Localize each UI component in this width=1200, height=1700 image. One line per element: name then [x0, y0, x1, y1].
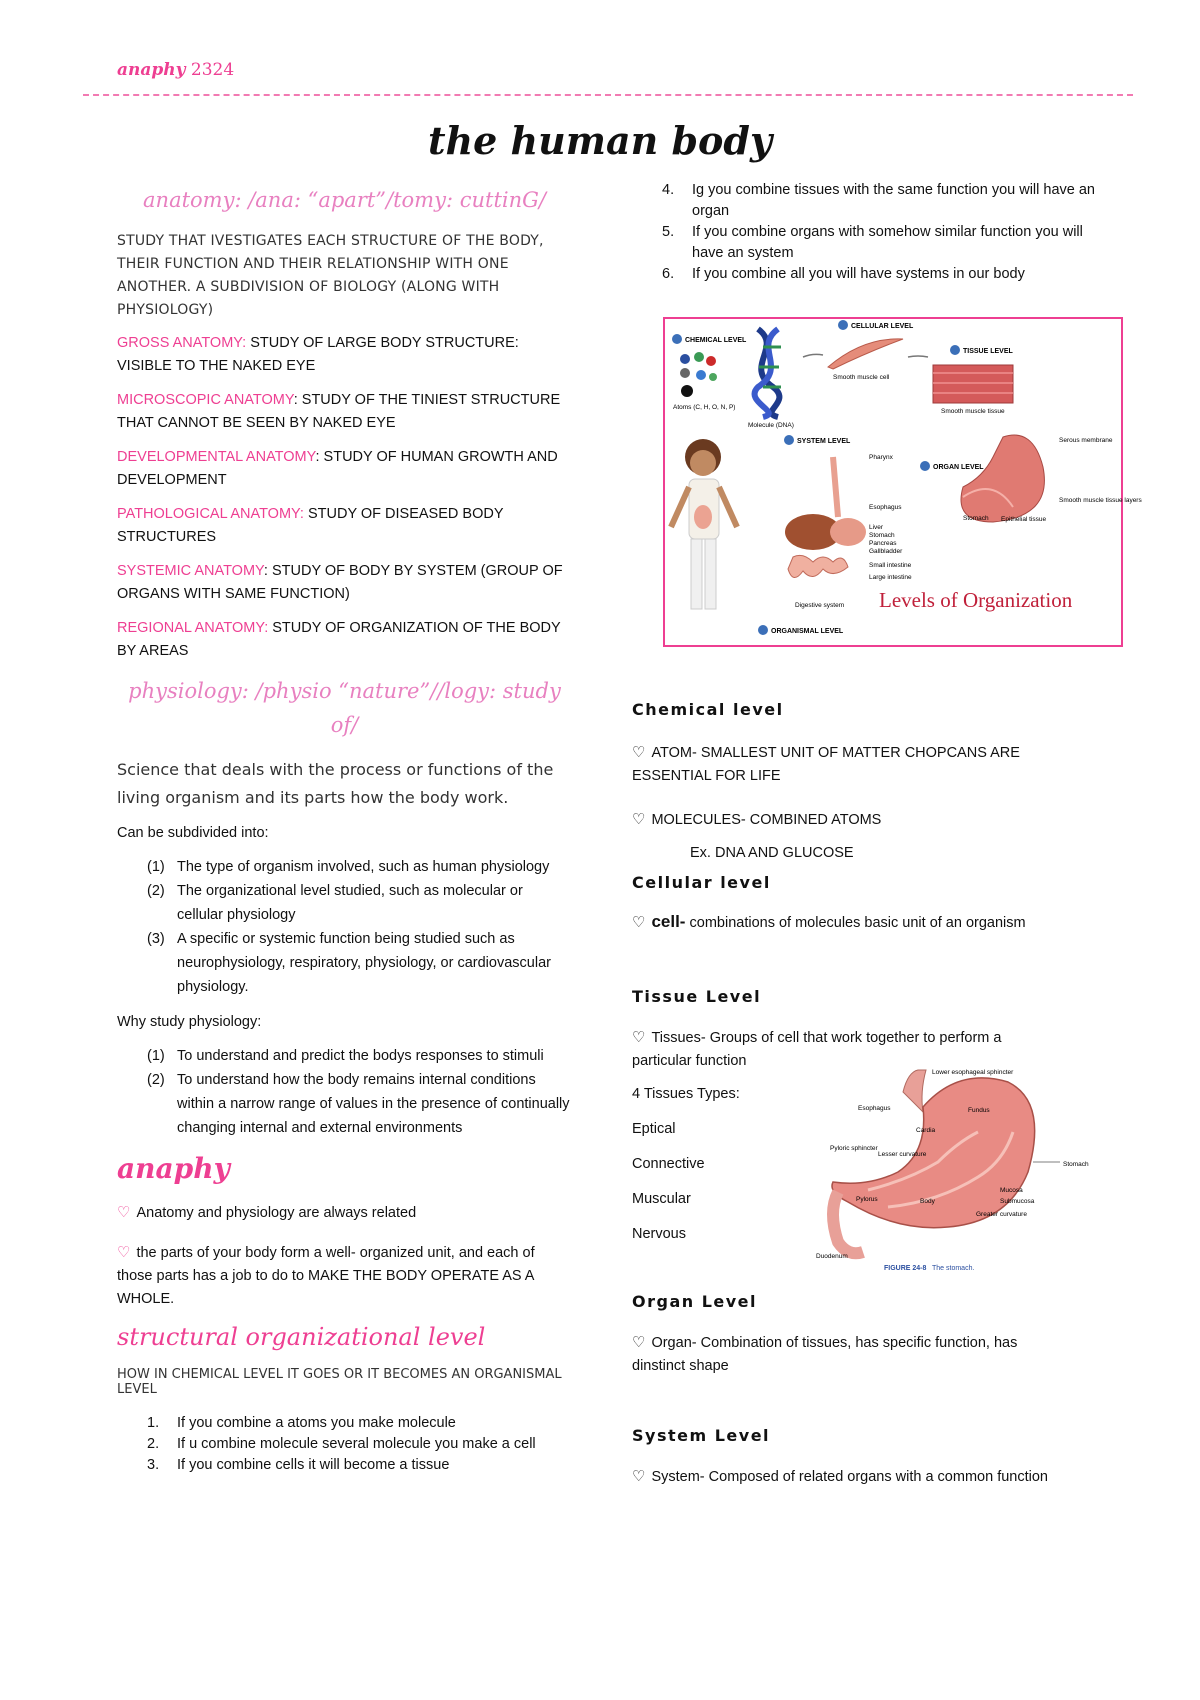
- anaphy-heading: anaphy: [117, 1152, 230, 1185]
- heart-icon: ♡: [117, 1204, 131, 1221]
- svg-text:Submucosa: Submucosa: [1000, 1198, 1035, 1205]
- anaphy-note-1: ♡ Anatomy and physiology are always related: [117, 1204, 417, 1221]
- svg-text:Liver: Liver: [869, 524, 884, 531]
- structural-intro: HOW IN CHEMICAL LEVEL IT GOES OR IT BECOMES AN ORGANISMAL LEVEL: [117, 1367, 562, 1397]
- svg-text:Large intestine: Large intestine: [869, 574, 912, 581]
- svg-text:Lesser curvature: Lesser curvature: [878, 1151, 927, 1158]
- structural-step-text: If u combine molecule several molecule you make a cell: [177, 1436, 536, 1452]
- svg-text:Pyloric sphincter: Pyloric sphincter: [830, 1145, 878, 1152]
- organ-definition: ♡ Organ- Combination of tissues, has specific function, has dinstinct shape: [632, 1334, 1018, 1374]
- anatomy-type-desc: : STUDY OF THE TINIEST STRUCTURE THAT CANNOT BE SEEN BY NAKED EYE: [117, 392, 561, 431]
- anatomy-type-term: GROSS ANATOMY:: [117, 335, 247, 351]
- heart-icon: ♡: [117, 1244, 131, 1261]
- tissue-type-item: Muscular: [632, 1191, 691, 1207]
- structural-step-number: 4.: [662, 182, 675, 198]
- tissue-type-item: Nervous: [632, 1226, 686, 1242]
- anatomy-heading: anatomy: /ana: “apart”/tomy: cuttinG/: [143, 188, 546, 212]
- reason-item-text: To understand and predict the bodys responses to stimuli: [177, 1048, 544, 1064]
- stomach-figure: [808, 1062, 1100, 1272]
- svg-text:Esophagus: Esophagus: [869, 504, 902, 511]
- heart-icon: ♡: [632, 744, 646, 761]
- anatomy-type-desc: STUDY OF LARGE BODY STRUCTURE: VISIBLE TO THE NAKED EYE: [117, 335, 519, 374]
- chemical-item-molecules: ♡ MOLECULES- COMBINED ATOMS: [632, 811, 882, 828]
- subdivision-item-text: The type of organism involved, such as human physiology: [177, 859, 550, 875]
- structural-step-text: If you combine cells it will become a tissue: [177, 1457, 450, 1473]
- system-definition: ♡ System- Composed of related organs with a common function: [632, 1468, 1048, 1485]
- anatomy-type-item: [117, 389, 572, 435]
- header-divider: [83, 94, 1133, 96]
- anatomy-type-item: [117, 560, 572, 606]
- tissue-definition: ♡ Tissues- Groups of cell that work together to perform a particular function: [632, 1029, 1002, 1069]
- anatomy-type-term: SYSTEMIC ANATOMY: [117, 563, 264, 579]
- anatomy-type-desc: : STUDY OF HUMAN GROWTH AND DEVELOPMENT: [117, 449, 558, 488]
- cellular-definition: ♡ cell- combinations of molecules basic unit of an organism: [632, 912, 1026, 931]
- svg-text:Gallbladder: Gallbladder: [869, 548, 903, 555]
- svg-text:Smooth muscle tissue layers: Smooth muscle tissue layers: [1059, 497, 1142, 504]
- system-level-heading: System Level: [632, 1426, 771, 1445]
- anaphy-note-2: ♡ the parts of your body form a well- organized unit, and each of those parts has a job to do to MAKE THE BODY OPERATE AS A WHOLE.: [117, 1244, 535, 1307]
- reason-item-text: To understand how the body remains internal conditions within a narrow range of values in the presence of continually changing internal and external environments: [177, 1072, 570, 1136]
- tissue-level-heading: Tissue Level: [632, 987, 762, 1006]
- structural-step: [632, 180, 1112, 222]
- reason-item: [117, 1044, 572, 1068]
- reason-item-number: (1): [147, 1048, 165, 1064]
- subdivision-item-number: (3): [147, 931, 165, 947]
- reason-item-number: (2): [147, 1072, 165, 1088]
- svg-text:Greater curvature: Greater curvature: [976, 1211, 1027, 1218]
- stomach-figure-caption: The stomach.: [932, 1265, 975, 1272]
- anatomy-intro: STUDY THAT IVESTIGATES EACH STRUCTURE OF THE BODY, THEIR FUNCTION AND THEIR RELATIONSHIP WITH ONE ANOTHER. A SUBDIVISION OF BIOLOGY (ALONG WITH PHYSIOLOGY): [117, 233, 544, 318]
- structural-steps-list: [117, 1413, 572, 1476]
- svg-text:Mucosa: Mucosa: [1000, 1187, 1023, 1194]
- levels-of-organization-figure: [663, 317, 1142, 647]
- subdivision-item-text: A specific or systemic function being studied such as neurophysiology, respiratory, physiology, or cardiovascular physiology.: [177, 931, 551, 995]
- anatomy-type-item: [117, 617, 572, 663]
- structural-step: [117, 1455, 572, 1476]
- svg-text:Epithelial tissue: Epithelial tissue: [1001, 516, 1047, 523]
- subdivision-item: [117, 927, 572, 999]
- svg-text:Lower esophageal sphincter: Lower esophageal sphincter: [932, 1069, 1014, 1076]
- stomach-figure-number: FIGURE 24-8: [884, 1265, 927, 1272]
- svg-text:Esophagus: Esophagus: [858, 1105, 891, 1112]
- right-column: [632, 182, 1102, 285]
- structural-step-text: If you combine organs with somehow similar function you will have an system: [692, 224, 1083, 261]
- anatomy-type-item: [117, 503, 572, 549]
- svg-text:Pharynx: Pharynx: [869, 454, 893, 461]
- reasons-list: [117, 1044, 572, 1140]
- tissue-level-label: TISSUE LEVEL: [963, 348, 1013, 355]
- organismal-level-label: ORGANISMAL LEVEL: [771, 628, 844, 635]
- subdivision-item: [117, 879, 572, 927]
- structural-step: [117, 1413, 572, 1434]
- figure-caption: Levels of Organization: [879, 588, 1073, 612]
- structural-step-number: 2.: [147, 1436, 160, 1452]
- subdivisions-list: [117, 855, 572, 999]
- svg-text:Smooth muscle tissue: Smooth muscle tissue: [941, 408, 1005, 415]
- subdivision-item-text: The organizational level studied, such as molecular or cellular physiology: [177, 883, 523, 923]
- heart-icon: ♡: [632, 1468, 646, 1485]
- page-title: the human body: [427, 118, 773, 163]
- svg-text:Stomach: Stomach: [1063, 1161, 1089, 1168]
- chemical-level-heading: Chemical level: [632, 700, 784, 719]
- svg-text:Stomach: Stomach: [963, 515, 989, 522]
- svg-text:Molecule (DNA): Molecule (DNA): [748, 422, 794, 429]
- structural-step-number: 3.: [147, 1457, 160, 1473]
- anatomy-type-term: MICROSCOPIC ANATOMY: [117, 392, 294, 408]
- reason-item: [117, 1068, 572, 1140]
- svg-text:Body: Body: [920, 1198, 935, 1205]
- physiology-intro: Science that deals with the process or functions of the living organism and its parts how the body work.: [117, 760, 554, 807]
- physiology-heading: physiology: /physio “nature”//logy: study of/: [128, 679, 561, 737]
- structural-step: [117, 1434, 572, 1455]
- subdivide-label: Can be subdivided into:: [117, 825, 269, 841]
- svg-text:Serous membrane: Serous membrane: [1059, 437, 1113, 444]
- chemical-level-label: CHEMICAL LEVEL: [685, 337, 747, 344]
- chemical-example: Ex. DNA AND GLUCOSE: [690, 845, 854, 861]
- svg-text:Atoms (C, H, O, N, P): Atoms (C, H, O, N, P): [673, 404, 736, 411]
- heart-icon: ♡: [632, 811, 646, 828]
- system-level-label: SYSTEM LEVEL: [797, 438, 851, 445]
- heart-icon: ♡: [632, 914, 646, 931]
- structural-steps-continued: [632, 180, 1102, 285]
- anatomy-type-term: PATHOLOGICAL ANATOMY:: [117, 506, 304, 522]
- structural-heading: structural organizational level: [117, 1323, 486, 1351]
- svg-text:Digestive system: Digestive system: [795, 602, 845, 609]
- anatomy-type-desc: : STUDY OF BODY BY SYSTEM (GROUP OF ORGANS WITH SAME FUNCTION): [117, 563, 563, 602]
- structural-step-text: If you combine a atoms you make molecule: [177, 1415, 456, 1431]
- svg-text:Pancreas: Pancreas: [869, 540, 897, 547]
- anatomy-type-desc: STUDY OF ORGANIZATION OF THE BODY BY AREAS: [117, 620, 561, 659]
- cellular-level-heading: Cellular level: [632, 873, 771, 892]
- heart-icon: ♡: [632, 1334, 646, 1351]
- page-header: [117, 60, 234, 80]
- structural-step-text: Ig you combine tissues with the same function you will have an organ: [692, 182, 1095, 219]
- svg-text:Smooth muscle cell: Smooth muscle cell: [833, 374, 890, 381]
- structural-step-text: If you combine all you will have systems in our body: [692, 266, 1025, 282]
- tissue-type-item: Connective: [632, 1156, 705, 1172]
- anatomy-types-list: [117, 332, 572, 663]
- structural-step-number: 5.: [662, 224, 675, 240]
- why-label: Why study physiology:: [117, 1014, 262, 1030]
- svg-text:Stomach: Stomach: [869, 532, 895, 539]
- svg-text:Pylorus: Pylorus: [856, 1196, 878, 1203]
- tissue-type-item: Eptical: [632, 1121, 676, 1137]
- subdivision-item-number: (1): [147, 859, 165, 875]
- header-brand: anaphy: [117, 60, 186, 80]
- anatomy-type-item: [117, 446, 572, 492]
- anatomy-type-desc: STUDY OF DISEASED BODY STRUCTURES: [117, 506, 504, 545]
- svg-text:Small intestine: Small intestine: [869, 562, 912, 569]
- chemical-item-atom: ♡ ATOM- SMALLEST UNIT OF MATTER CHOPCANS ARE ESSENTIAL FOR LIFE: [632, 744, 1020, 784]
- svg-text:Cardia: Cardia: [916, 1127, 936, 1134]
- structural-step-number: 6.: [662, 266, 675, 282]
- structural-step-number: 1.: [147, 1415, 160, 1431]
- svg-text:Duodenum: Duodenum: [816, 1253, 848, 1260]
- organ-level-label: ORGAN LEVEL: [933, 464, 984, 471]
- anatomy-type-term: REGIONAL ANATOMY:: [117, 620, 269, 636]
- structural-step: [632, 264, 1112, 285]
- svg-text:Fundus: Fundus: [968, 1107, 990, 1114]
- anatomy-type-item: [117, 332, 572, 378]
- tissue-types-label: 4 Tissues Types:: [632, 1086, 740, 1102]
- left-column: [117, 188, 572, 1476]
- subdivision-item: [117, 855, 572, 879]
- organ-level-heading: Organ Level: [632, 1292, 758, 1311]
- smooth-muscle-tissue: [933, 365, 1013, 403]
- heart-icon: ♡: [632, 1029, 646, 1046]
- cellular-level-label: CELLULAR LEVEL: [851, 323, 914, 330]
- subdivision-item-number: (2): [147, 883, 165, 899]
- anatomy-type-term: DEVELOPMENTAL ANATOMY: [117, 449, 316, 465]
- header-code: 2324: [190, 60, 235, 80]
- structural-step: [632, 222, 1112, 264]
